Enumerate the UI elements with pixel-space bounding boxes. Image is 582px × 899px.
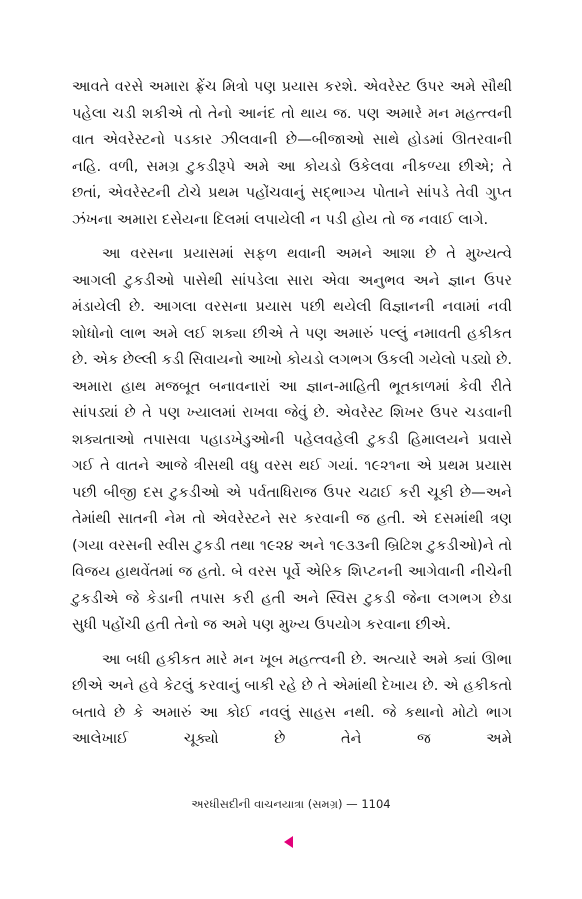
previous-page-arrow-icon[interactable] xyxy=(284,836,293,848)
page-footer: અરધીસદીની વાચનયાત્રા (સમગ્ર) — 1104 xyxy=(191,797,391,811)
paragraph-3: આ બધી હકીકત મારે મન ખૂબ મહત્ત્વની છે. અત્યારે અમે ક્યાં ઊભા છીએ અને હવે કેટલું કરવાનું બાકી રહે છે તે એમાંથી દેખાય છે. એ હકીકતો બતાવે છે કે અમારું આ કોઈ નવલું સાહસ નથી. જે કથાનો મોટો ભાગ આલેખાઈ ચૂક્યો છે તેને જ અમે xyxy=(72,650,512,747)
paragraph-1: આવતે વરસે અમારા ફ્રેંચ મિત્રો પણ પ્રયાસ કરશે. એવરેસ્ટ ઉપર અમે સૌથી પહેલા ચડી શકીએ તો તેનો આનંદ તો થાય જ. પણ અમારે મન મહત્ત્વની વાત એવરેસ્ટનો પડકાર ઝીલવાની છે—બીજાઓ સાથે હોડમાં ઊતરવાની નહિ. વળી, સમગ્ર ટુકડીરૂપે અમે આ કોયડો ઉકેલવા નીકળ્યા છીએ; તે છતાં, એવરેસ્ટની ટોચે પ્રથમ પહોંચવાનું સદ્ભાગ્ય પોતાને સાંપડે તેવી ગુપ્ત ઝંખના અમારા દસેયના દિલમાં લપાયેલી ન પડી હોય તો જ નવાઈ લાગે. xyxy=(72,78,512,228)
body-text xyxy=(72,74,512,753)
paragraph-2: આ વરસના પ્રયાસમાં સફળ થવાની અમને આશા છે તે મુખ્યત્વે આગલી ટુકડીઓ પાસેથી સાંપડેલા સારા એવા અનુભવ અને જ્ઞાન ઉપર મંડાયેલી છે. આગલા વરસના પ્રયાસ પછી થયેલી વિજ્ઞાનની નવામાં નવી શોધોનો લાભ અમે લઈ શક્યા છીએ તે પણ અમારું પલ્લું નમાવતી હકીકત છે. એક છેલ્લી કડી સિવાયનો આખો કોયડો લગભગ ઉકલી ગયેલો પડ્યો છે. અમારા હાથ મજબૂત બનાવનારાં આ જ્ઞાન-માહિતી ભૂતકાળમાં કેવી રીતે સાંપડ્યાં છે તે પણ ખ્યાલમાં રાખવા જેવું છે. એવરેસ્ટ શિખર ઉપર ચડવાની શક્યતાઓ તપાસવા પહાડખેડુઓની પહેલવહેલી ટુકડી હિમાલયને પ્રવાસે ગઈ તે વાતને આજે ત્રીસથી વધુ વરસ થઈ ગયાં. ૧૯૨૧ના એ પ્રથમ પ્રયાસ પછી બીજી દસ ટુકડીઓ એ પર્વતાધિરાજ ઉપર ચઢાઈ કરી ચૂકી છે—અને તેમાંથી સાતની નેમ તો એવરેસ્ટને સર કરવાની જ હતી. એ દસમાંથી ત્રણ (ગયા વરસની સ્વીસ ટુકડી તથા ૧૯૨૪ અને ૧૯૩૩ની બ્રિટિશ ટુકડીઓ)ને તો વિજય હાથવેંતમાં જ હતો. બે વરસ પૂર્વે એરિક શિપ્ટનની આગેવાની નીચેની ટુકડીએ જે કેડાની તપાસ કરી હતી અને સ્વિસ ટુકડી જેના લગભગ છેડા સુધી પહોંચી હતી તેનો જ અમે પણ મુખ્ય ઉપયોગ કરવાના છીએ. xyxy=(72,245,512,633)
